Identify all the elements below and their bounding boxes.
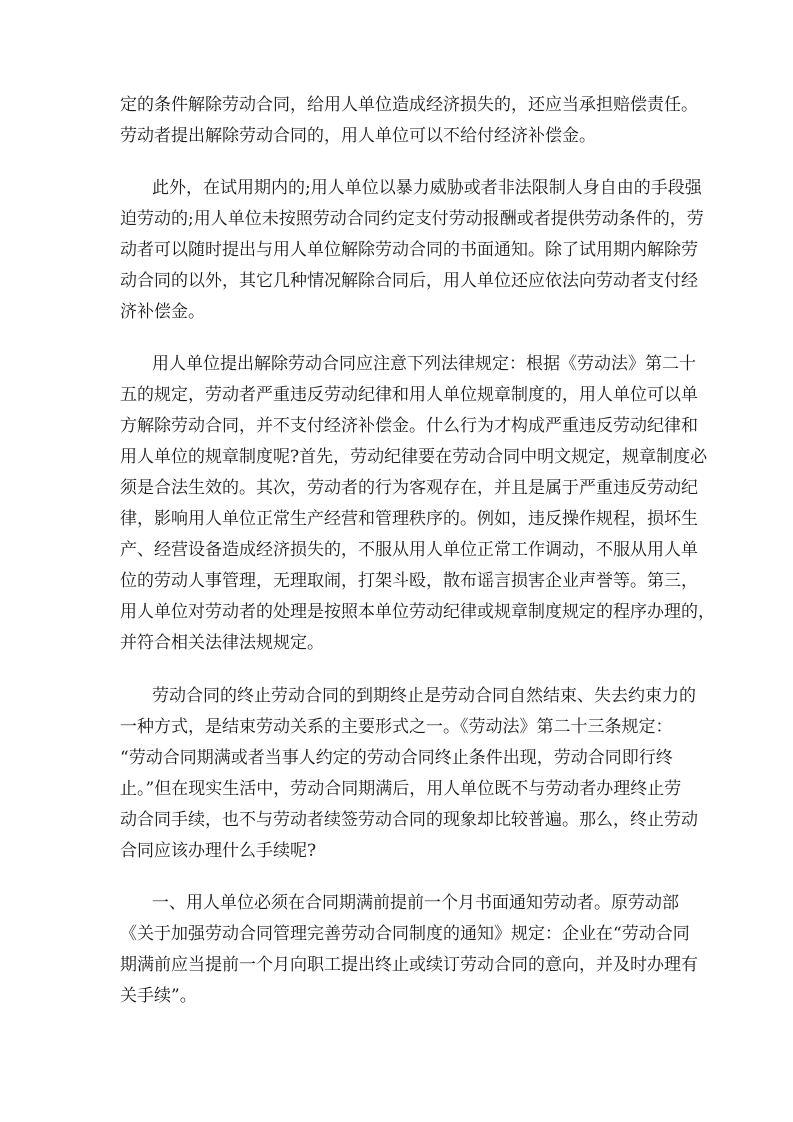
text-line: 动者可以随时提出与用人单位解除劳动合同的书面通知。除了试用期内解除劳 [120, 240, 698, 260]
text-line: 劳动合同的终止劳动合同的到期终止是劳动合同自然结束、失去约束力的 [152, 686, 696, 706]
text-line: 关手续”。 [120, 986, 197, 1006]
text-line: 并符合相关法律法规规定。 [120, 633, 324, 653]
text-line: 定的条件解除劳动合同，给用人单位造成经济损失的，还应当承担赔偿责任。 [120, 95, 698, 115]
text-line: 位的劳动人事管理，无理取闹，打架斗殴，散布谣言损害企业声誉等。第三， [120, 571, 698, 591]
text-line: 迫劳动的;用人单位未按照劳动合同约定支付劳动报酬或者提供劳动条件的，劳 [120, 209, 704, 229]
text-line: 须是合法生效的。其次，劳动者的行为客观存在，并且是属于严重违反劳动纪 [120, 478, 698, 498]
text-line: 期满前应当提前一个月向职工提出终止或续订劳动合同的意向，并及时办理有 [120, 955, 698, 975]
text-line: 方解除劳动合同，并不支付经济补偿金。什么行为才构成严重违反劳动纪律和 [120, 416, 698, 436]
text-line: 动合同的以外，其它几种情况解除合同后，用人单位还应依法向劳动者支付经 [120, 271, 698, 291]
text-line: 合同应该办理什么手续呢? [120, 841, 317, 861]
text-line: “劳动合同期满或者当事人约定的劳动合同终止条件出现，劳动合同即行终 [120, 748, 673, 768]
text-line: 此外，在试用期内的;用人单位以暴力威胁或者非法限制人身自由的手段强 [152, 178, 702, 198]
text-line: 用人单位对劳动者的处理是按照本单位劳动纪律或规章制度规定的程序办理的， [120, 602, 715, 622]
text-line: 止。”但在现实生活中，劳动合同期满后，用人单位既不与劳动者办理终止劳 [120, 779, 682, 799]
text-line: 一、用人单位必须在合同期满前提前一个月书面通知劳动者。原劳动部 [152, 893, 679, 913]
text-line: 一种方式，是结束劳动关系的主要形式之一。《劳动法》第二十三条规定： [120, 717, 673, 737]
text-line: 劳动者提出解除劳动合同的，用人单位可以不给付经济补偿金。 [120, 126, 596, 146]
text-line: 济补偿金。 [120, 302, 205, 322]
text-line: 五的规定，劳动者严重违反劳动纪律和用人单位规章制度的，用人单位可以单 [120, 385, 698, 405]
text-line: 用人单位的规章制度呢?首先，劳动纪律要在劳动合同中明文规定，规章制度必 [120, 447, 708, 467]
text-line: 用人单位提出解除劳动合同应注意下列法律规定：根据《劳动法》第二十 [152, 354, 696, 374]
text-line: 律，影响用人单位正常生产经营和管理秩序的。例如，违反操作规程，损坏生 [120, 509, 698, 529]
text-line: 产、经营设备造成经济损失的，不服从用人单位正常工作调动，不服从用人单 [120, 540, 698, 560]
text-line: 动合同手续，也不与劳动者续签劳动合同的现象却比较普遍。那么，终止劳动 [120, 810, 698, 830]
text-line: 《关于加强劳动合同管理完善劳动合同制度的通知》规定：企业在“劳动合同 [120, 924, 690, 944]
